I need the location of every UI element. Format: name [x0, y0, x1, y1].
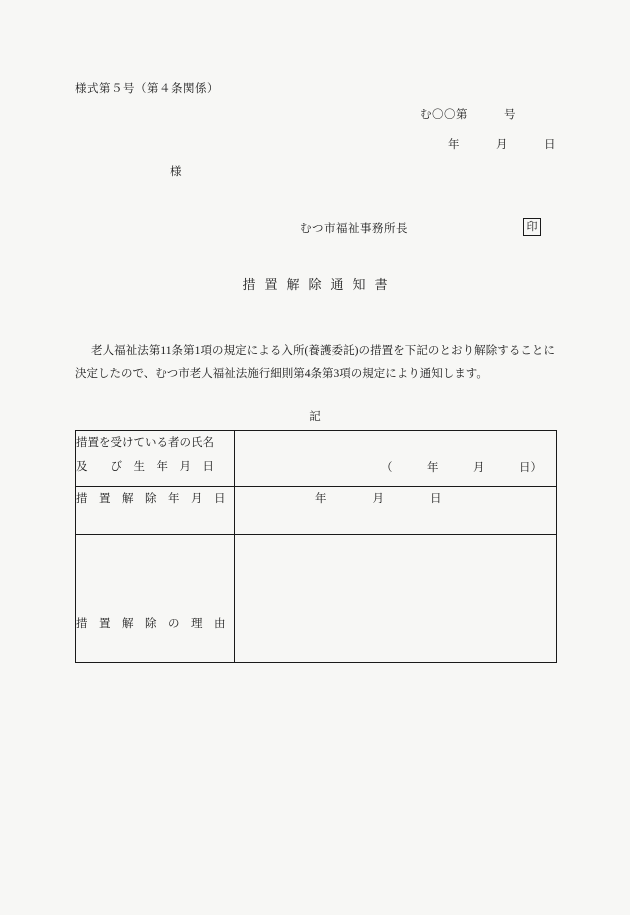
row-label-name-birth — [76, 431, 235, 487]
row-label-reason — [76, 535, 235, 663]
seal-icon: 印 — [523, 218, 541, 236]
body-text: 老人福祉法第11条第1項の規定による入所(養護委託)の措置を下記のとおり解除することに決定したので、むつ市老人福祉法施行細則第4条第3項の規定により通知します。 — [75, 345, 555, 380]
row-value-release-date[interactable] — [235, 487, 557, 535]
birth-date-placeholder: （ 年 月 日） — [381, 462, 542, 474]
table-row — [76, 487, 557, 535]
notice-table — [75, 430, 557, 663]
release-date-placeholder: 年 月 日 — [315, 493, 442, 505]
addressee-suffix: 様 — [170, 166, 182, 178]
ki-mark: 記 — [309, 411, 321, 423]
label-line-1: 措置を受けている者の氏名 — [76, 437, 214, 449]
table-row — [76, 535, 557, 663]
form-number: 様式第５号（第４条関係） — [75, 83, 219, 95]
row-value-reason[interactable] — [235, 535, 557, 663]
table-row — [76, 431, 557, 487]
reason-label-text: 措 置 解 除 の 理 由 — [76, 617, 226, 630]
row-label-release-date: 措 置 解 除 年 月 日 — [76, 487, 235, 535]
label-line-2: 及 び 生 年 月 日 — [76, 461, 214, 473]
document-number: む〇〇第 号 — [420, 109, 516, 121]
document-date: 年 月 日 — [448, 139, 556, 151]
body-paragraph — [75, 340, 555, 386]
page-title: 措置解除通知書 — [242, 277, 397, 292]
issuer-name: むつ市福祉事務所長 — [300, 223, 408, 235]
row-value-name-birth[interactable] — [235, 431, 557, 487]
